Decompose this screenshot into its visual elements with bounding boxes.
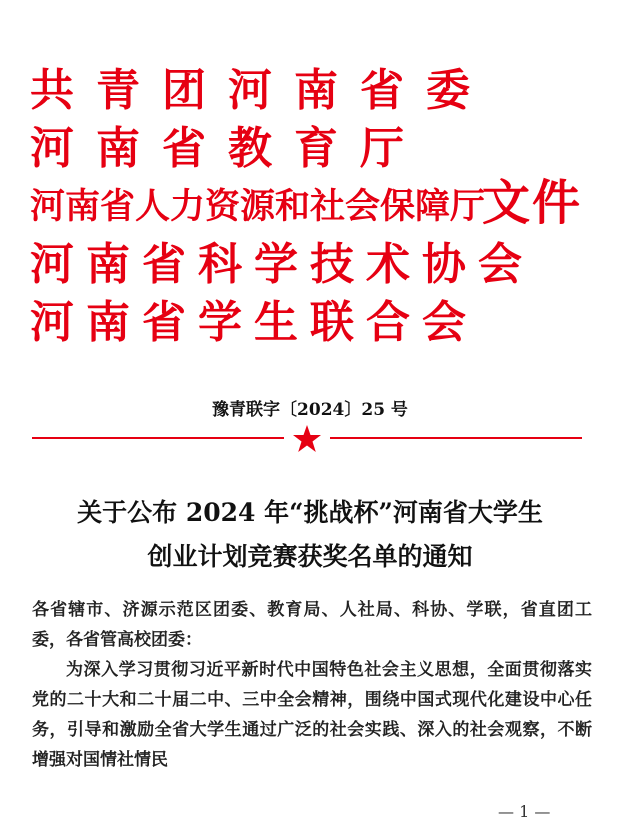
issuer-name: 河南省学生联合会 — [30, 297, 478, 348]
salutation: 各省辖市、济源示范区团委、教育局、人社局、科协、学联，省直团工委，各省管高校团委： — [32, 600, 592, 650]
document-title-line-1: 关于公布 2024 年“挑战杯”河南省大学生 — [77, 498, 543, 527]
page-number: — 1 — — [498, 802, 551, 821]
document-body — [32, 595, 592, 775]
issuer-name: 河南省教育厅 — [30, 123, 426, 174]
issuer-name: 河南省科学技术协会 — [30, 239, 534, 290]
document-title-line-2: 创业计划竞赛获奖名单的通知 — [147, 542, 473, 571]
issuer-name: 共青团河南省委 — [30, 65, 492, 116]
document-number: 豫青联字〔2024〕25 号 — [212, 400, 408, 420]
issuer-name: 河南省人力资源和社会保障厅 — [30, 186, 486, 227]
header-divider-left — [32, 437, 284, 439]
body-paragraph: 为深入学习贯彻习近平新时代中国特色社会主义思想，全面贯彻落实党的二十大和二十届二中、三中全会精神，围绕中国式现代化建设中心任务，引导和激励全省大学生通过广泛的社会实践、深入的社会观察，不断增强对国情社情民 — [32, 660, 592, 770]
document-label: 文件 — [482, 175, 583, 231]
star-icon — [292, 424, 322, 454]
header-divider-right — [330, 437, 582, 439]
